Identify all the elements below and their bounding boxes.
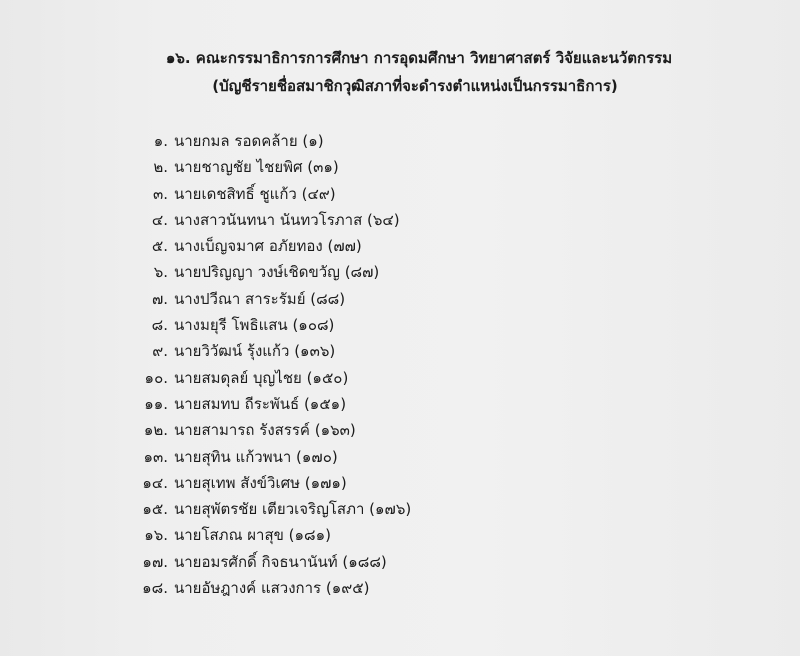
member-name: นายสมดุลย์ บุญไชย (๑๕๐) bbox=[174, 368, 349, 387]
member-name: นายชาญชัย ไชยพิศ (๓๑) bbox=[174, 158, 339, 177]
member-number: ๑๒. bbox=[143, 421, 168, 440]
member-name: นายโสภณ ผาสุข (๑๘๑) bbox=[174, 526, 331, 545]
member-name: นายสามารถ รังสรรค์ (๑๖๓) bbox=[174, 421, 356, 440]
list-item bbox=[0, 522, 800, 548]
list-item bbox=[0, 575, 800, 601]
member-number: ๑๑. bbox=[144, 394, 168, 413]
member-number: ๔. bbox=[151, 210, 168, 229]
member-name: นายวิวัฒน์ รุ้งแก้ว (๑๓๖) bbox=[174, 342, 336, 361]
member-name: นางสาวนันทนา นันทวโรภาส (๖๔) bbox=[174, 210, 400, 229]
list-item bbox=[0, 549, 800, 575]
list-item bbox=[0, 470, 800, 496]
member-number: ๑๔. bbox=[142, 473, 168, 492]
member-name: นายสมทบ ถีระพันธ์ (๑๕๑) bbox=[174, 394, 347, 413]
list-item bbox=[0, 128, 800, 154]
list-item bbox=[0, 233, 800, 259]
document-subtitle: (บัญชีรายชื่อสมาชิกวุฒิสภาที่จะดำรงตำแหน่งเป็นกรรมาธิการ) bbox=[212, 77, 618, 95]
member-name: นายสุพัตรชัย เตียวเจริญโสภา (๑๗๖) bbox=[174, 500, 412, 519]
member-name: นายปริญญา วงษ์เชิดขวัญ (๘๗) bbox=[174, 263, 380, 282]
member-name: นายเดชสิทธิ์ ชูแก้ว (๔๙) bbox=[174, 184, 336, 203]
member-name: นายสุทิน แก้วพนา (๑๗๐) bbox=[174, 447, 338, 466]
member-name: นางมยุรี โพธิแสน (๑๐๘) bbox=[174, 316, 335, 335]
member-list bbox=[0, 128, 800, 601]
list-item bbox=[0, 338, 800, 364]
member-name: นายอัษฎางค์ แสวงการ (๑๙๕) bbox=[174, 579, 370, 598]
list-item bbox=[0, 496, 800, 522]
list-item bbox=[0, 312, 800, 338]
member-number: ๑. bbox=[153, 132, 168, 150]
list-item bbox=[0, 417, 800, 443]
member-name: นายสุเทพ สังข์วิเศษ (๑๗๑) bbox=[174, 473, 347, 492]
member-name: นายกมล รอดคล้าย (๑) bbox=[174, 132, 324, 150]
list-item bbox=[0, 207, 800, 233]
list-item bbox=[0, 365, 800, 391]
member-number: ๑๘. bbox=[142, 579, 168, 598]
member-number: ๑๕. bbox=[142, 500, 168, 519]
member-number: ๘. bbox=[151, 316, 168, 335]
member-number: ๙. bbox=[152, 342, 168, 361]
member-number: ๒. bbox=[153, 158, 168, 177]
member-name: นายอมรศักดิ์ กิจธนานันท์ (๑๘๘) bbox=[174, 552, 387, 571]
member-number: ๗. bbox=[151, 289, 168, 308]
member-number: ๑๖. bbox=[144, 526, 168, 545]
member-number: ๑๐. bbox=[144, 368, 168, 387]
list-item bbox=[0, 154, 800, 180]
member-number: ๕. bbox=[151, 237, 168, 256]
list-item bbox=[0, 181, 800, 207]
list-item bbox=[0, 444, 800, 470]
member-number: ๑๓. bbox=[143, 447, 168, 466]
document-title: ๑๖. คณะกรรมาธิการการศึกษา การอุดมศึกษา วิทยาศาสตร์ วิจัยและนวัตกรรม bbox=[165, 49, 673, 67]
member-number: ๑๗. bbox=[142, 552, 168, 571]
list-item bbox=[0, 259, 800, 285]
member-number: ๖. bbox=[153, 263, 168, 282]
member-name: นางปวีณา สาระรัมย์ (๘๘) bbox=[174, 289, 346, 308]
member-name: นางเบ็ญจมาศ อภัยทอง (๗๗) bbox=[174, 237, 362, 256]
list-item bbox=[0, 286, 800, 312]
list-item bbox=[0, 391, 800, 417]
member-number: ๓. bbox=[152, 184, 168, 203]
